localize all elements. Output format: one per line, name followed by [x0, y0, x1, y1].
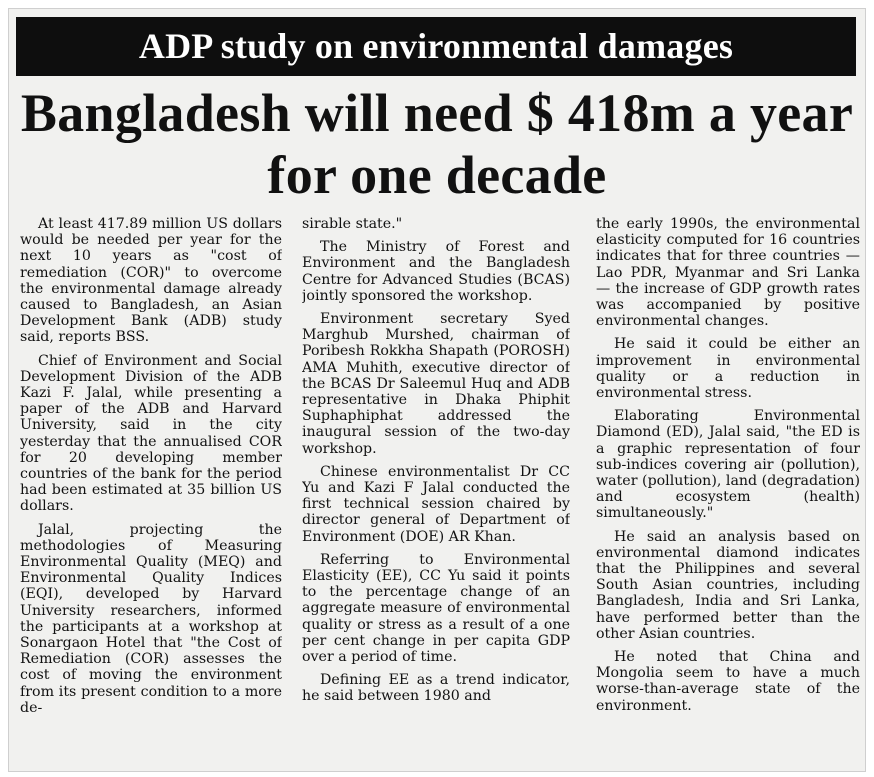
paragraph: Chinese environmentalist Dr CC Yu and Kazi F Jalal conducted the first technical session chaired by director general of Department of Environment (DOE) AR Khan. [302, 463, 570, 545]
paragraph: Referring to Environmental Elasticity (EE), CC Yu said it points to the percentage change of an aggregate measure of environmental quality or stress as a result of a one per cent change in per capita GDP over a period of time. [302, 551, 570, 666]
headline: Bangladesh will need $ 418m a year for one decade [20, 83, 854, 205]
paragraph: He noted that China and Mongolia seem to have a much worse-than-average state of the environment. [596, 649, 860, 714]
paragraph: At least 417.89 million US dollars would be needed per year for the next 10 years as "cost of remediation (COR)" to overcome the environmental damage already caused to Bangladesh, an Asian Development Bank (ADB) study said, reports BSS. [20, 216, 282, 346]
paragraph: The Ministry of Forest and Environment and the Bangladesh Centre for Advanced Studies (BCAS) jointly sponsored the workshop. [302, 239, 570, 304]
paragraph: sirable state." [302, 216, 403, 232]
article-column-2 [302, 216, 570, 766]
paragraph: Defining EE as a trend indicator, he said between 1980 and [302, 672, 570, 705]
paragraph: Environment secretary Syed Marghub Murshed, chairman of Poribesh Rokkha Shapath (POROSH) AMA Muhith, executive director of the BCAS Dr Saleemul Huq and ADB representative in Dhaka Phiphit Suphaphiphat addressed the inaugural session of the two-day workshop. [302, 311, 570, 457]
article-column-1 [20, 216, 282, 766]
paragraph: the early 1990s, the environmental elasticity computed for 16 countries indicates that for three countries — Lao PDR, Myanmar and Sri Lanka — the increase of GDP growth rates was accompanied by positive environmental changes. [596, 216, 860, 330]
paragraph: He said it could be either an improvement in environmental quality or a reduction in environmental stress. [596, 336, 860, 402]
article-column-3 [596, 216, 860, 766]
kicker-banner: ADP study on environmental damages [16, 17, 856, 76]
paragraph: Elaborating Environmental Diamond (ED), Jalal said, "the ED is a graphic representation of four sub-indices covering air (pollution), water (pollution), land (degradation) and ecosystem (health) simultaneously." [596, 408, 860, 522]
paragraph: He said an analysis based on environmental diamond indicates that the Philippines and several South Asian countries, including Bangladesh, India and Sri Lanka, have performed better than the other Asian countries. [596, 528, 860, 642]
paragraph: Jalal, projecting the methodologies of Measuring Environmental Quality (MEQ) and Environmental Quality Indices (EQI), developed by Harvard University researchers, informed the participants at a workshop at Sonargaon Hotel that "the Cost of Remediation (COR) assesses the cost of moving the environment from its present condition to a more de- [20, 521, 282, 716]
paragraph: Chief of Environment and Social Development Division of the ADB Kazi F. Jalal, while presenting a paper of the ADB and Harvard University, said in the city yesterday that the annualised COR for 20 developing member countries of the bank for the period had been estimated at 35 billion US dollars. [20, 352, 282, 515]
